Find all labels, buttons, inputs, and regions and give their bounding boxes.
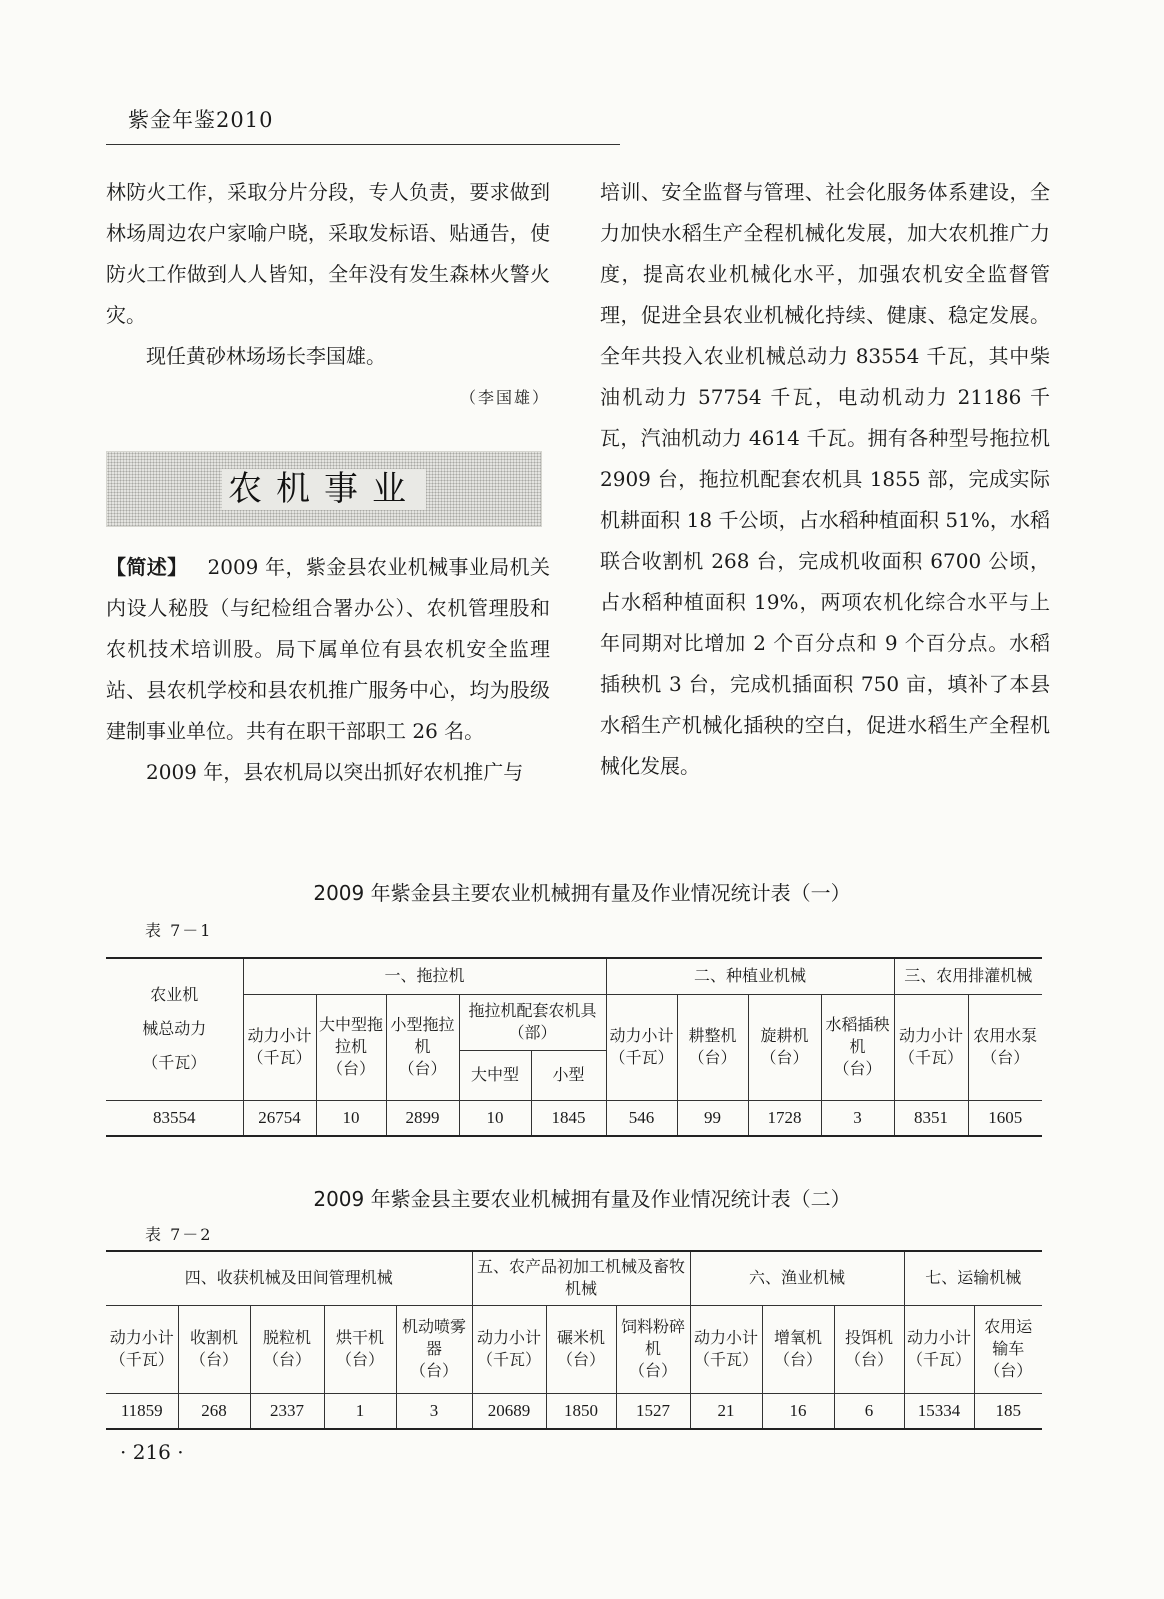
t1-header-pump: 农用水泵 （台） [968,994,1042,1100]
t2-header-harvester: 收割机 （台） [178,1305,250,1393]
t2-header-harvest-group: 四、收获机械及田间管理机械 [106,1251,472,1305]
t2-cell: 1 [324,1393,396,1429]
t2-header-fishery-power: 动力小计 （千瓦） [690,1305,762,1393]
t1-header-implements: 拖拉机配套农机具（部） [459,994,606,1050]
t2-header-transport-vehicle: 农用运输车 （台） [974,1305,1042,1393]
t1-cell: 1845 [531,1100,606,1136]
t1-cell: 8351 [894,1100,968,1136]
header-rule [106,144,620,145]
table1-title: 2009 年紫金县主要农业机械拥有量及作业情况统计表（一） [313,881,851,905]
t1-header-irrigation-power: 动力小计 （千瓦） [894,994,968,1100]
t2-header-transport-power: 动力小计 （千瓦） [904,1305,974,1393]
table2-title: 2009 年紫金县主要农业机械拥有量及作业情况统计表（二） [313,1187,851,1211]
t2-header-harvest-power: 动力小计 （千瓦） [106,1305,178,1393]
paragraph-summary [106,547,550,752]
t1-cell: 83554 [106,1100,243,1136]
t1-header-tractor-power: 动力小计 （千瓦） [243,994,316,1100]
paragraph-director: 现任黄砂林场场长李国雄。 [146,344,386,368]
t2-header-fishery-group: 六、渔业机械 [690,1251,904,1305]
t1-header-small-tractor: 小型拖拉机 （台） [386,994,459,1100]
t2-header-thresher: 脱粒机 （台） [250,1305,324,1393]
t1-header-implements-ml: 大中型 [459,1050,531,1100]
table2 [106,1250,1042,1430]
t2-cell: 1527 [616,1393,690,1429]
t2-header-dryer: 烘干机 （台） [324,1305,396,1393]
t2-cell: 20689 [472,1393,546,1429]
t2-cell: 3 [396,1393,472,1429]
page-number: · 216 · [120,1440,184,1464]
paragraph-continued: 培训、安全监督与管理、社会化服务体系建设，全力加快水稻生产全程机械化发展，加大农机推广力度，提高农业机械化水平，加强农机安全监督管理，促进全县农业机械化持续、健康、稳定发展。全年共投入农业机械总动力 83554 千瓦，其中柴油机动力 57754 千瓦，电动机动力 21186 千瓦，汽油机动力 4614 千瓦。拥有各种型号拖拉机 2909 台，拖拉机配套农机具 1855 部，完成实际机耕面积 18 千公顷，占水稻种植面积 51%，水稻联合收割机 268 台，完成机收面积 6700 公顷，占水稻种植面积 19%，两项农机化综合水平与上年同期对比增加 2 个百分点和 9 个百分点。水稻插秧机 3 台，完成机插面积 750 亩，填补了本县水稻生产机械化插秧的空白，促进水稻生产全程机械化发展。 [600,180,1050,778]
t1-header-implements-small: 小型 [531,1050,606,1100]
t1-cell: 546 [606,1100,677,1136]
t2-header-feed-crusher: 饲料粉碎机 （台） [616,1305,690,1393]
section-heading-box [106,451,542,527]
t1-cell: 3 [821,1100,894,1136]
paragraph-2009: 2009 年，县农机局以突出抓好农机推广与 [146,760,524,784]
table2-number: 表 7－2 [145,1225,213,1244]
t2-cell: 15334 [904,1393,974,1429]
t1-cell: 10 [316,1100,386,1136]
author-credit: （李国雄） [459,388,550,407]
t1-cell: 10 [459,1100,531,1136]
table1-number: 表 7－1 [145,921,213,940]
right-column [600,172,1050,787]
t2-header-sprayer: 机动喷雾器 （台） [396,1305,472,1393]
t2-cell: 268 [178,1393,250,1429]
t2-cell: 185 [974,1393,1042,1429]
t1-header-irrigation-group: 三、农用排灌机械 [894,958,1042,994]
t1-header-tiller: 耕整机 （台） [677,994,748,1100]
t1-data-row [106,1100,1042,1136]
t1-header-rotary: 旋耕机 （台） [748,994,821,1100]
t2-cell: 1850 [546,1393,616,1429]
summary-text: 2009 年，紫金县农业机械事业局机关内设人秘股（与纪检组合署办公）、农机管理股和农机技术培训股。局下属单位有县农机安全监理站、县农机学校和县农机推广服务中心，均为股级建制事业单位。共有在职干部职工 26 名。 [106,555,550,743]
t2-cell: 2337 [250,1393,324,1429]
t2-data-row [106,1393,1042,1429]
section-heading: 农机事业 [222,469,426,510]
summary-label: 【简述】 [106,555,188,579]
t2-header-transport-group: 七、运输机械 [904,1251,1042,1305]
t2-header-processing-group: 五、农产品初加工机械及畜牧机械 [472,1251,690,1305]
t1-header-transplanter: 水稻插秧机 （台） [821,994,894,1100]
t2-cell: 16 [762,1393,834,1429]
running-header: 紫金年鉴2010 [128,108,274,132]
t2-cell: 21 [690,1393,762,1429]
t1-header-planting-group: 二、种植业机械 [606,958,894,994]
t1-cell: 1605 [968,1100,1042,1136]
t1-cell: 1728 [748,1100,821,1136]
table1 [106,957,1042,1137]
t1-header-total-power: 农业机 械总动力 （千瓦） [106,958,243,1100]
t1-header-tractor-group: 一、拖拉机 [243,958,606,994]
t2-header-feeder: 投饵机 （台） [834,1305,904,1393]
t2-header-processing-power: 动力小计 （千瓦） [472,1305,546,1393]
t1-cell: 99 [677,1100,748,1136]
t2-header-aerator: 增氧机 （台） [762,1305,834,1393]
t2-cell: 6 [834,1393,904,1429]
left-column [106,172,550,793]
t1-cell: 26754 [243,1100,316,1136]
t1-header-planting-power: 动力小计 （千瓦） [606,994,677,1100]
paragraph-forest-fire: 林防火工作，采取分片分段，专人负责，要求做到林场周边农户家喻户晓，采取发标语、贴通告，使防火工作做到人人皆知，全年没有发生森林火警火灾。 [106,180,550,327]
t2-header-rice-mill: 碾米机 （台） [546,1305,616,1393]
t2-cell: 11859 [106,1393,178,1429]
t1-header-ml-tractor: 大中型拖拉机 （台） [316,994,386,1100]
t1-cell: 2899 [386,1100,459,1136]
